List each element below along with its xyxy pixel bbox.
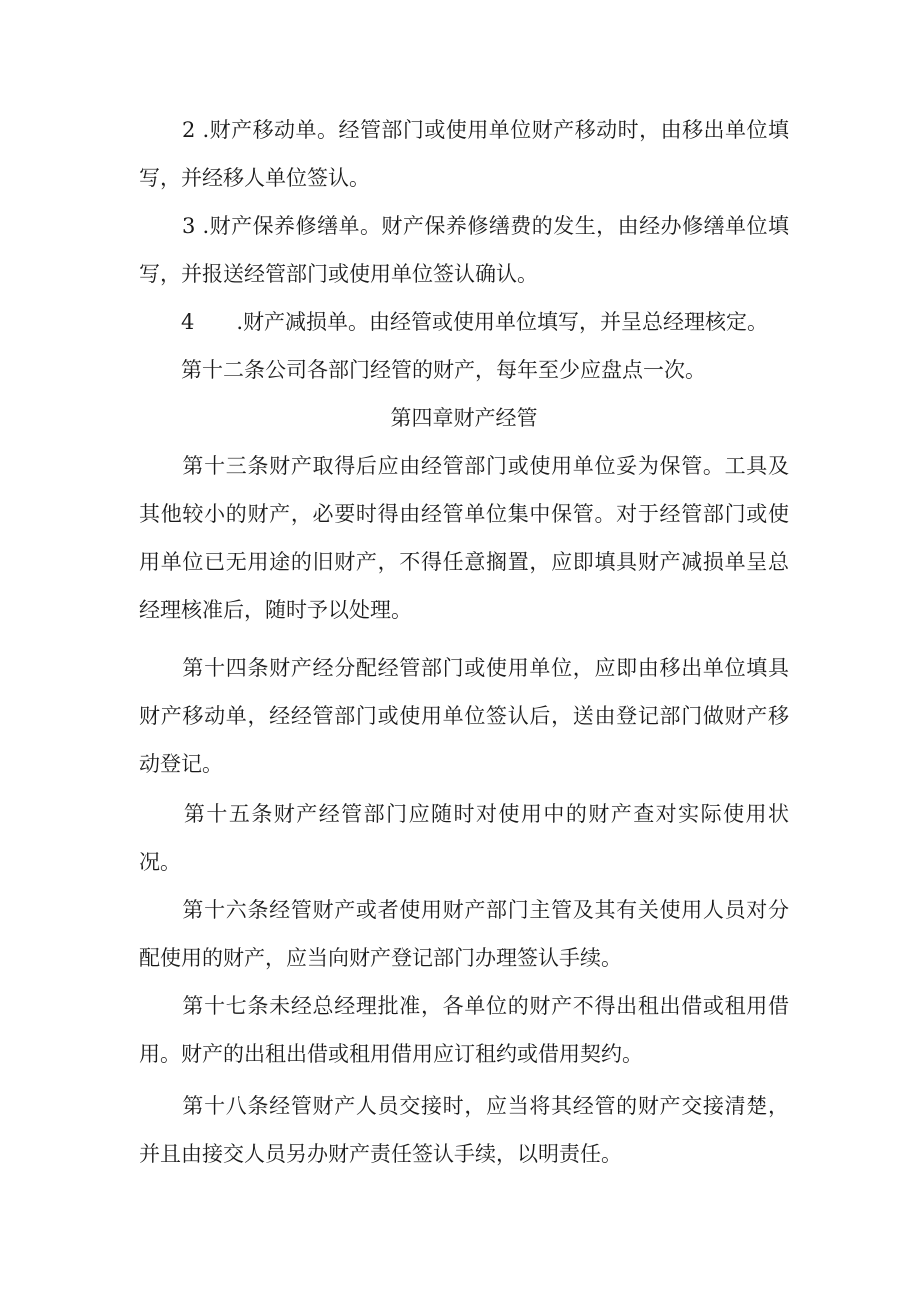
paragraph-article-16: 第十六条经管财产或者使用财产部门主管及其有关使用人员对分配使用的财产，应当向财产登记部门办理签认手续。 bbox=[139, 898, 789, 970]
paragraph-item-4: 4 .财产减损单。由经管或使用单位填写，并呈总经理核定。 bbox=[139, 310, 769, 334]
paragraph-item-2: 2 .财产移动单。经管部门或使用单位财产移动时，由移出单位填写，并经移人单位签认。 bbox=[139, 118, 789, 190]
paragraph-article-12: 第十二条公司各部门经管的财产，每年至少应盘点一次。 bbox=[139, 358, 706, 382]
paragraph-article-13: 第十三条财产取得后应由经管部门或使用单位妥为保管。工具及其他较小的财产，必要时得由经管单位集中保管。对于经管部门或使用单位已无用途的旧财产，不得任意搁置，应即填具财产减损单呈总经理核准后，随时予以处理。 bbox=[139, 454, 789, 622]
paragraph-article-18: 第十八条经管财产人员交接时，应当将其经管的财产交接清楚，并且由接交人员另办财产责任签认手续，以明责任。 bbox=[139, 1094, 789, 1166]
paragraph-item-3: 3 .财产保养修缮单。财产保养修缮费的发生，由经办修缮单位填写，并报送经管部门或使用单位签认确认。 bbox=[139, 214, 789, 286]
chapter-heading: 第四章财产经管 bbox=[390, 406, 538, 430]
paragraph-article-14: 第十四条财产经分配经管部门或使用单位，应即由移出单位填具财产移动单，经经管部门或使用单位签认后，送由登记部门做财产移动登记。 bbox=[139, 656, 789, 776]
paragraph-article-17: 第十七条未经总经理批准，各单位的财产不得出租出借或租用借用。财产的出租出借或租用借用应订租约或借用契约。 bbox=[139, 994, 789, 1066]
paragraph-article-15: 第十五条财产经管部门应随时对使用中的财产查对实际使用状况。 bbox=[139, 802, 789, 874]
